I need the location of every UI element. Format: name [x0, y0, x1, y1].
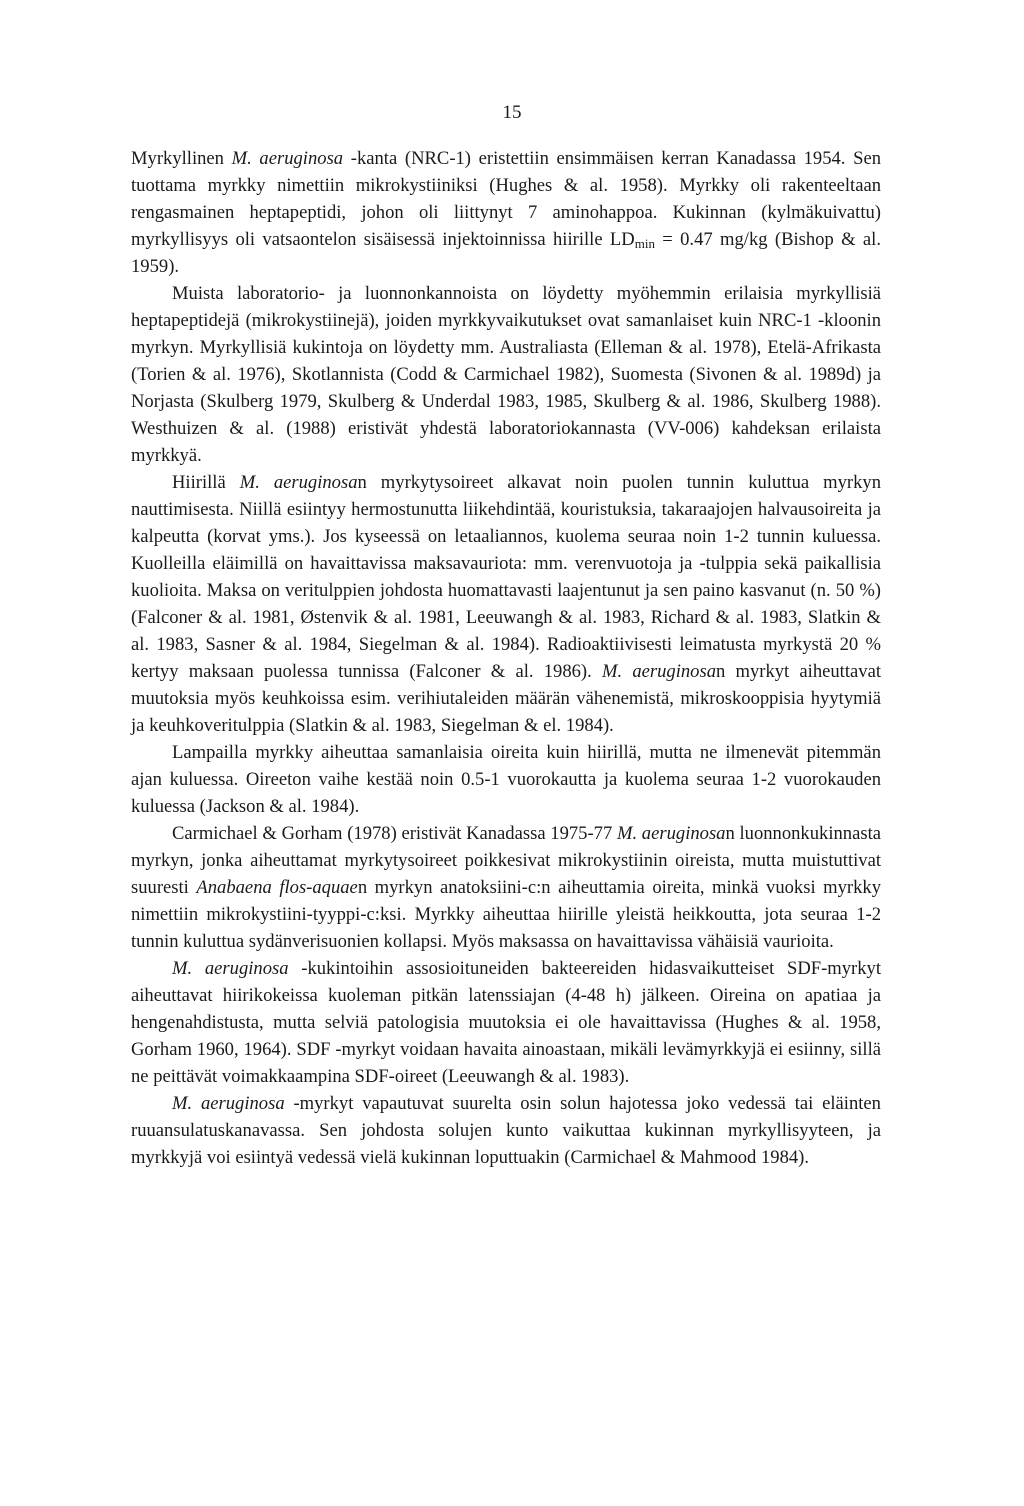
text-segment: -kukintoihin assosioituneiden bakteereiden hidasvaikutteiset SDF-myrkyt aiheuttavat hiirikokeissa kuoleman pitkän latenssiajan (4-48 h) jälkeen. Oireina on apatiaa ja hengenahdistusta, mutta selviä patologisia muutoksia ei ole havaittavissa (Hughes & al. 1958, Gorham 1960, 1964). SDF -myrkyt voidaan havaita ainoastaan, mikäli levämyrkkyjä ei esiinny, sillä ne peittävät voimakkaampina SDF-oireet (Leeuwangh & al. 1983).: [131, 958, 881, 1087]
text-segment: Muista laboratorio- ja luonnonkannoista on löydetty myöhemmin erilaisia myrkyllisiä heptapeptidejä (mikrokystiinejä), joiden myrkkyvaikutukset ovat samanlaiset kuin NRC-1 -kloonin myrkyn. Myrkyllisiä kukintoja on löydetty mm. Australiasta (Elleman & al. 1978), Etelä-Afrikasta (Torien & al. 1976), Skotlannista (Codd & Carmichael 1982), Suomesta (Sivonen & al. 1989d) ja Norjasta (Skulberg 1979, Skulberg & Underdal 1983, 1985, Skulberg & al. 1986, Skulberg 1988). Westhuizen & al. (1988) eristivät yhdestä laboratoriokannasta (VV-006) kahdeksan erilaista myrkkyä.: [131, 283, 881, 466]
species-name: M. aeruginosa: [172, 958, 289, 979]
text-segment: Myrkyllinen: [131, 148, 232, 169]
text-segment: Lampailla myrkky aiheuttaa samanlaisia oireita kuin hiirillä, mutta ne ilmenevät pitemmän ajan kuluessa. Oireeton vaihe kestää noin 0.5-1 vuorokautta ja kuolema seuraa 1-2 vuorokauden kuluessa (Jackson & al. 1984).: [131, 742, 881, 817]
paragraph-5: [131, 820, 881, 955]
text-segment: n myrkyt aiheuttavat muutoksia myös keuhkoissa esim. verihiutaleiden määrän vähenemistä, mikroskooppisia hyytymiä ja keuhkoveritulppia (Slatkin & al. 1983, Siegelman & el. 1984).: [131, 661, 881, 736]
text-segment: = 0.47 mg/kg (Bishop & al. 1959).: [131, 229, 881, 277]
text-segment: -kanta (NRC-1) eristettiin ensimmäisen kerran Kanadassa 1954. Sen tuottama myrkky nimettiin mikrokystiiniksi (Hughes & al. 1958). Myrkky oli rakenteeltaan rengasmainen heptapeptidi, johon oli liittynyt 7 aminohappoa. Kukinnan (kylmäkuivattu) myrkyllisyys oli vatsaontelon sisäisessä injektoinnissa hiirille LD: [131, 148, 881, 250]
species-name: Anabaena flos-aquae: [196, 877, 358, 898]
text-segment: Carmichael & Gorham (1978) eristivät Kanadassa 1975-77: [172, 823, 617, 844]
species-name: M. aeruginosa: [616, 823, 726, 844]
paragraph-7: [131, 1090, 881, 1171]
text-segment: Hiirillä: [172, 472, 240, 493]
paragraph-1: [131, 145, 881, 280]
document-body: [131, 145, 881, 1171]
page-number: 15: [502, 102, 522, 123]
text-segment: n luonnonkukinnasta myrkyn, jonka aiheuttamat myrkytysoireet poikkesivat mikrokystiinin oireista, mutta muistuttivat suuresti: [131, 823, 881, 898]
text-segment: n myrkytysoireet alkavat noin puolen tunnin kuluttua myrkyn nauttimisesta. Niillä esiintyy hermostunutta liikehdintää, kouristuksia, takaraajojen halvausoireita ja kalpeutta (korvat yms.). Jos kyseessä on letaaliannos, kuolema seuraa noin 1-2 tunnin kuluessa. Kuolleilla eläimillä on havaittavissa maksavauriota: mm. verenvuotoja ja -tulppia sekä paikallisia kuolioita. Maksa on veritulppien johdosta huomattavasti laajentunut ja sen paino kasvanut (n. 50 %) (Falconer & al. 1981, Østenvik & al. 1981, Leeuwangh & al. 1983, Richard & al. 1983, Slatkin & al. 1983, Sasner & al. 1984, Siegelman & al. 1984). Radioaktiivisesti leimatusta myrkystä 20 % kertyy maksaan puolessa tunnissa (Falconer & al. 1986).: [131, 472, 881, 682]
text-segment: n myrkyn anatoksiini-c:n aiheuttamia oireita, minkä vuoksi myrkky nimettiin mikrokystiini-tyyppi-c:ksi. Myrkky aiheuttaa hiirille yleistä heikkoutta, jota seuraa 1-2 tunnin kuluttua sydänverisuonien kollapsi. Myös maksassa on havaittavissa vähäisiä vaurioita.: [131, 877, 881, 952]
species-name: M. aeruginosa: [172, 1093, 285, 1114]
text-segment: -myrkyt vapautuvat suurelta osin solun hajotessa joko vedessä tai eläinten ruuansulatuskanavassa. Sen johdosta solujen kunto vaikuttaa kukinnan myrkyllisyyteen, ja myrkkyjä voi esiintyä vedessä vielä kukinnan loputtuakin (Carmichael & Mahmood 1984).: [131, 1093, 881, 1168]
species-name: M. aeruginosa: [239, 472, 358, 493]
species-name: M. aeruginosa: [231, 148, 344, 169]
paragraph-3: [131, 469, 881, 739]
paragraph-4: [131, 739, 881, 820]
paragraph-2: [131, 280, 881, 469]
species-name: M. aeruginosa: [601, 661, 716, 682]
paragraph-6: [131, 955, 881, 1090]
subscript: min: [634, 236, 655, 251]
